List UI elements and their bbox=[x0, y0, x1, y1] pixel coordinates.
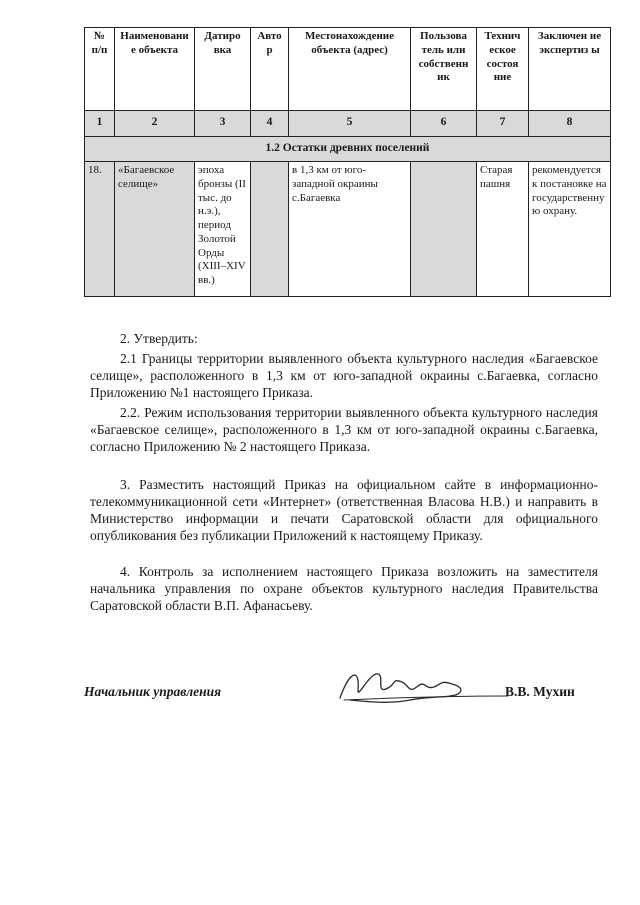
row-state: Старая пашня bbox=[477, 162, 529, 297]
section-row bbox=[85, 137, 611, 162]
col-number-1: 1 bbox=[85, 111, 115, 137]
header-expertise: Заключен ие экспертиз ы bbox=[529, 28, 611, 111]
row-location: в 1,3 км от юго-западной окраины с.Багаевка bbox=[289, 162, 411, 297]
col-number-6: 6 bbox=[411, 111, 477, 137]
paragraph-3: 3. Разместить настоящий Приказ на официальном сайте в информационно-телекоммуникационной сети «Интернет» (ответственная Власова Н.В.) и направить в Министерство информации и печати Саратовской области для официального опубликования без публикации Приложений к настоящему Приказу. bbox=[90, 477, 598, 543]
col-number-2: 2 bbox=[115, 111, 195, 137]
header-state: Технич еское состоя ние bbox=[477, 28, 529, 111]
row-name: «Багаевское селище» bbox=[115, 162, 195, 297]
row-num: 18. bbox=[85, 162, 115, 297]
col-number-3: 3 bbox=[195, 111, 251, 137]
col-number-4: 4 bbox=[251, 111, 289, 137]
col-number-8: 8 bbox=[529, 111, 611, 137]
row-expertise: рекомендуется к постановке на государственную охрану. bbox=[529, 162, 611, 297]
header-owner: Пользова тель или собственн ик bbox=[411, 28, 477, 111]
table-row bbox=[85, 162, 611, 297]
row-dating: эпоха бронзы (II тыс. до н.э.), период Золотой Орды (XIII–XIV вв.) bbox=[195, 162, 251, 297]
col-number-5: 5 bbox=[289, 111, 411, 137]
handwritten-signature bbox=[330, 660, 510, 710]
header-name: Наименовани е объекта bbox=[115, 28, 195, 111]
paragraph-2: 2. Утвердить: bbox=[120, 331, 198, 346]
header-author: Авто р bbox=[251, 28, 289, 111]
header-dating: Датиро вка bbox=[195, 28, 251, 111]
register-table bbox=[84, 27, 611, 297]
column-number-row bbox=[85, 111, 611, 137]
paragraph-4: 4. Контроль за исполнением настоящего Приказа возложить на заместителя начальника управления по охране объектов культурного наследия Правительства Саратовской области В.П. Афанасьеву. bbox=[90, 564, 598, 613]
signatory-name: В.В. Мухин bbox=[505, 684, 575, 699]
header-location: Местонахождение объекта (адрес) bbox=[289, 28, 411, 111]
paragraph-2-1: 2.1 Границы территории выявленного объекта культурного наследия «Багаевское селище», расположенного в 1,3 км от юго-западной окраины с.Багаевка, согласно Приложению №1 настоящего Приказа. bbox=[90, 351, 598, 400]
section-title: 1.2 Остатки древних поселений bbox=[85, 137, 611, 162]
row-author bbox=[251, 162, 289, 297]
table-header-row bbox=[85, 28, 611, 111]
row-owner bbox=[411, 162, 477, 297]
paragraph-2-2: 2.2. Режим использования территории выявленного объекта культурного наследия «Багаевское селище», расположенного в 1,3 км от юго-западной окраины с.Багаевка, согласно Приложению № 2 настоящего Приказа. bbox=[90, 405, 598, 454]
col-number-7: 7 bbox=[477, 111, 529, 137]
signatory-title: Начальник управления bbox=[84, 684, 222, 699]
header-num: № п/п bbox=[85, 28, 115, 111]
